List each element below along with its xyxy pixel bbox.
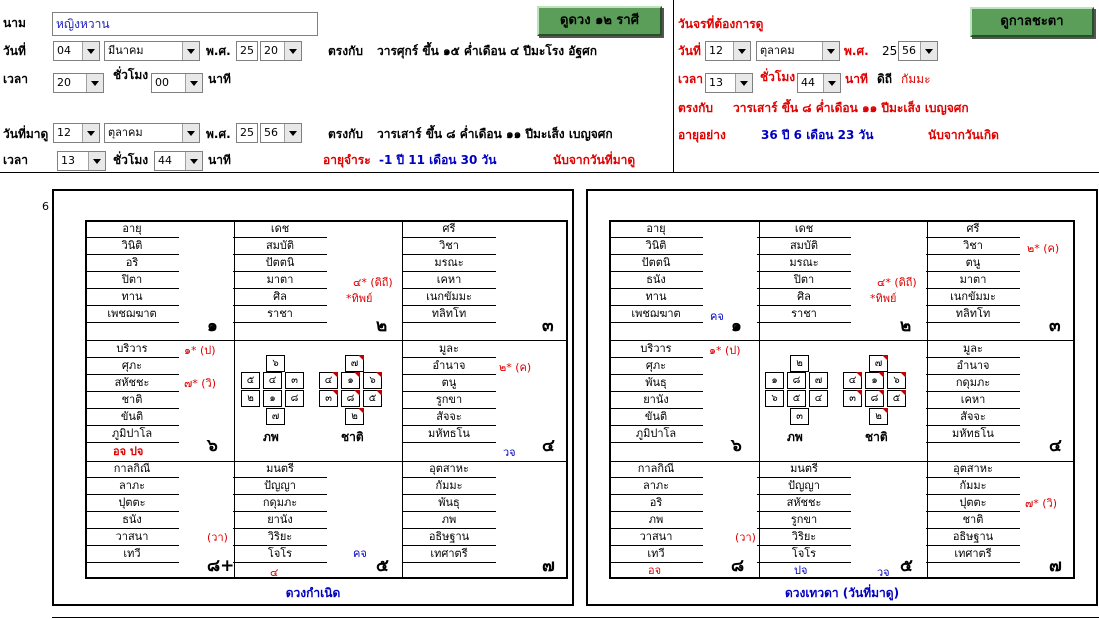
chevron-down-icon xyxy=(182,42,199,60)
house-row-label: อริ xyxy=(609,495,703,512)
house-row-label: ทาน xyxy=(609,289,703,306)
visit-month-select[interactable] xyxy=(104,123,200,143)
transit-minute-value: 44 xyxy=(801,76,815,89)
house-number: ๖ xyxy=(731,436,742,456)
transit-date-label: วันจรที่ต้องการดู xyxy=(678,17,764,31)
birth-minute-select[interactable] xyxy=(151,73,203,93)
house-row-label: ศุภะ xyxy=(85,358,179,375)
birth-match-label: ตรงกับ xyxy=(328,44,363,58)
house-number: ๓ xyxy=(542,316,554,336)
house-number: ๗ xyxy=(1049,556,1062,576)
visit-day-select[interactable] xyxy=(53,123,100,143)
house-row-label: สมบัติ xyxy=(757,238,851,255)
house-row-label: ตนู xyxy=(926,255,1020,272)
house-row-label: วิริยะ xyxy=(233,529,327,546)
house-row-label: พันธุ xyxy=(609,375,703,392)
house-row-label: มหัทธโน xyxy=(402,426,496,443)
house-row-label: ปิตา xyxy=(757,272,851,289)
transit-day-value: 12 xyxy=(709,44,723,57)
house-number: ๘ xyxy=(731,556,745,576)
chevron-down-icon xyxy=(284,124,301,142)
mini-cell: ๘ xyxy=(341,390,360,407)
house-row-label: ปิตา xyxy=(85,272,179,289)
visit-year-a-value: 25 xyxy=(240,126,254,139)
house-row-label: ภูมิปาโล xyxy=(609,426,703,443)
house-row-label: รูกขา xyxy=(402,392,496,409)
jati-label: ชาติ xyxy=(865,430,888,444)
bhava-label: ภพ xyxy=(787,430,803,444)
house-row-label: สมบัติ xyxy=(233,238,327,255)
birth-year-a-value: 25 xyxy=(240,44,254,57)
transit-age-label: อายุอย่าง xyxy=(678,128,726,142)
planet-marker: (วา) xyxy=(207,531,228,544)
house-row-label: เพชฌฆาต xyxy=(609,306,703,323)
chevron-down-icon xyxy=(185,152,202,170)
house-row-label: อายุ xyxy=(609,221,703,238)
house-row-label: ทาน xyxy=(85,289,179,306)
visit-hour-select[interactable] xyxy=(57,151,106,171)
house-row-label: กาลกิณี xyxy=(609,461,703,478)
house-row-label: อธิษฐาน xyxy=(402,529,496,546)
house-row-label: กาลกิณี xyxy=(85,461,179,478)
chevron-down-icon xyxy=(88,152,105,170)
transit-month-value: ตุลาคม xyxy=(760,44,795,57)
house-row-label: เพชฌฆาต xyxy=(85,306,179,323)
house-row-label: อำนาจ xyxy=(402,358,496,375)
birth-minute-label: นาที xyxy=(208,72,231,86)
house-row-label: อำนาจ xyxy=(926,358,1020,375)
mini-cell: ๕ xyxy=(363,390,382,407)
transit-year-a: 25 xyxy=(882,44,898,58)
transit-match-label: ตรงกับ xyxy=(678,101,713,115)
chevron-down-icon xyxy=(82,124,99,142)
chevron-down-icon xyxy=(284,42,301,60)
visit-hour-label: ชั่วโมง xyxy=(113,153,149,167)
house-row-label: ปุตตะ xyxy=(85,495,179,512)
birth-year-a[interactable] xyxy=(236,41,258,61)
chevron-down-icon xyxy=(920,42,937,60)
transit-year-b-value: 56 xyxy=(902,44,916,57)
planet-marker: ๔* (ดิถี) xyxy=(353,276,393,289)
house-number: ๒ xyxy=(900,316,912,336)
birth-hour-label: ชั่วโมง xyxy=(113,68,149,82)
house-row-label: สัจจะ xyxy=(402,409,496,426)
visit-lunar-text: วารเสาร์ ขึ้น ๘ ค่ำเดือน ๑๑ ปีมะเส็ง เบญจศก xyxy=(377,127,613,141)
house-row-label: ยานัง xyxy=(609,392,703,409)
transit-hour-label: ชั่วโมง xyxy=(760,70,796,84)
age-suffix: นับจากวันที่มาดู xyxy=(553,153,636,167)
birth-hour-select[interactable] xyxy=(53,73,104,93)
house-row-label: เทศาตรี xyxy=(926,546,1020,563)
house-number: ๘+ xyxy=(207,556,235,576)
visit-year-b-select[interactable] xyxy=(260,123,302,143)
house-row-label: อริ xyxy=(85,255,179,272)
jati-label: ชาติ xyxy=(341,430,364,444)
house-row-label: ศรี xyxy=(402,221,496,238)
house-row-label: กดุมภะ xyxy=(926,375,1020,392)
planet-marker: ๒* (ค) xyxy=(1027,242,1060,255)
house-row-label: เคหา xyxy=(926,392,1020,409)
house-row-label: กัมมะ xyxy=(402,478,496,495)
house-row-label: ศิล xyxy=(757,289,851,306)
age-label: อายุจำระ xyxy=(323,153,371,167)
view-kala-button[interactable]: ดูกาลชะตา xyxy=(970,7,1094,37)
house-row-label: พันธุ xyxy=(402,495,496,512)
house-row-label: มาตา xyxy=(926,272,1020,289)
mini-cell: ๖ xyxy=(887,372,906,389)
house-row-label: ภูมิปาโล xyxy=(85,426,179,443)
mini-cell: ๒ xyxy=(790,355,809,372)
mini-cell: ๗ xyxy=(345,355,364,372)
planet-marker: อจ ปจ xyxy=(113,445,144,458)
birth-be-label: พ.ศ. xyxy=(206,44,231,58)
birth-chart-caption: ดวงกำเนิด xyxy=(285,586,341,600)
house-number: ๕ xyxy=(376,556,389,576)
mini-cell: ๑ xyxy=(765,372,784,389)
mini-cell: ๔ xyxy=(809,390,828,407)
house-row-label: วิริยะ xyxy=(757,529,851,546)
house-number: ๔ xyxy=(1049,436,1062,456)
name-label: นาม xyxy=(3,16,26,30)
house-row-label: ปัญญา xyxy=(757,478,851,495)
transit-age-suffix: นับจากวันเกิด xyxy=(928,128,999,142)
birth-year-b-select[interactable] xyxy=(260,41,302,61)
planet-marker: ๗* (วิ) xyxy=(184,377,217,390)
planet-marker: (วา) xyxy=(735,531,756,544)
birth-day-select[interactable] xyxy=(53,41,100,61)
mini-cell: ๒ xyxy=(345,408,364,425)
house-row-label: เนกขัมมะ xyxy=(926,289,1020,306)
house-row-label: ปุตตะ xyxy=(926,495,1020,512)
birth-lunar-text: วารศุกร์ ขึ้น ๑๕ ค่ำเดือน ๔ ปีมะโรง อัฐศก xyxy=(377,44,598,58)
house-row-label: ยานัง xyxy=(233,512,327,529)
chevron-down-icon xyxy=(823,74,840,92)
house-row-label: ตนู xyxy=(402,375,496,392)
planet-marker: *ทิพย์ xyxy=(346,292,373,305)
house-number: ๑ xyxy=(731,316,742,336)
mini-cell: ๔ xyxy=(263,372,282,389)
planet-marker: คจ xyxy=(353,547,367,560)
house-row-label: ขันติ xyxy=(85,409,179,426)
visit-hour-value: 13 xyxy=(61,154,75,167)
house-row-label: วิชา xyxy=(926,238,1020,255)
house-row-label: โจโร xyxy=(233,546,327,563)
house-row-label: กดุมภะ xyxy=(233,495,327,512)
house-row-label: สหัชชะ xyxy=(85,375,179,392)
house-row-label: วินิติ xyxy=(609,238,703,255)
mini-cell: ๘ xyxy=(285,390,304,407)
mini-cell: ๑ xyxy=(341,372,360,389)
planet-marker: อจ xyxy=(648,564,662,577)
house-row-label: ภพ xyxy=(609,512,703,529)
transit-minute-select[interactable] xyxy=(797,73,841,93)
transit-day-select[interactable] xyxy=(705,41,751,61)
visit-minute-label: นาที xyxy=(208,153,231,167)
house-row-label: อธิษฐาน xyxy=(926,529,1020,546)
mini-cell: ๗ xyxy=(266,408,285,425)
house-number: ๒ xyxy=(376,316,388,336)
house-row-label: เดช xyxy=(757,221,851,238)
transit-year-b-select[interactable] xyxy=(898,41,938,61)
mini-cell: ๗ xyxy=(809,372,828,389)
mini-cell: ๖ xyxy=(266,355,285,372)
mini-cell: ๗ xyxy=(869,355,888,372)
house-row-label: มนตรี xyxy=(757,461,851,478)
mini-cell: ๓ xyxy=(843,390,862,407)
view-12-houses-button[interactable]: ดูดวง ๑๒ ราศี xyxy=(537,6,662,36)
mini-cell: ๔ xyxy=(319,372,338,389)
house-row-label: ธนัง xyxy=(85,512,179,529)
house-row-label: ภพ xyxy=(402,512,496,529)
transit-kammaa: กัมมะ xyxy=(901,72,931,86)
house-number: ๑ xyxy=(207,316,218,336)
house-number: ๗ xyxy=(542,556,555,576)
transit-month-select[interactable] xyxy=(756,41,840,61)
mini-cell: ๕ xyxy=(887,390,906,407)
house-row-label: เทวี xyxy=(85,546,179,563)
planet-marker: ๗* (วิ) xyxy=(1025,497,1058,510)
transit-time-label: เวลา xyxy=(678,72,703,86)
house-row-label: โจโร xyxy=(757,546,851,563)
house-row-label: วิชา xyxy=(402,238,496,255)
house-number: ๔ xyxy=(542,436,555,456)
birth-month-select[interactable] xyxy=(104,41,200,61)
house-row-label: อุตสาหะ xyxy=(926,461,1020,478)
birth-year-b-value: 20 xyxy=(264,44,278,57)
mini-cell: ๖ xyxy=(363,372,382,389)
house-number: ๕ xyxy=(900,556,913,576)
mini-cell: ๑ xyxy=(865,372,884,389)
house-row-label: สัจจะ xyxy=(926,409,1020,426)
house-row-label: ทลิทโท xyxy=(402,306,496,323)
planet-marker: คจ xyxy=(710,310,724,323)
house-row-label: วาสนา xyxy=(85,529,179,546)
house-row-label: วินิติ xyxy=(85,238,179,255)
house-row-label: มาตา xyxy=(233,272,327,289)
house-row-label: ศิล xyxy=(233,289,327,306)
house-row-label: ปัตตนิ xyxy=(609,255,703,272)
page-index: 6 xyxy=(42,200,49,213)
house-row-label: มูละ xyxy=(402,341,496,358)
visit-minute-select[interactable] xyxy=(154,151,203,171)
age-value: -1 ปี 11 เดือน 30 วัน xyxy=(379,153,497,167)
mini-cell: ๓ xyxy=(319,390,338,407)
house-row-label: ลาภะ xyxy=(85,478,179,495)
house-row-label: ชาติ xyxy=(926,512,1020,529)
transit-chart-caption: ดวงเทวดา (วันที่มาดู) xyxy=(784,586,900,600)
chevron-down-icon xyxy=(735,74,752,92)
house-row-label: เคหา xyxy=(402,272,496,289)
transit-hour-value: 13 xyxy=(709,76,723,89)
house-row-label: บริวาร xyxy=(609,341,703,358)
house-row-label: เทวี xyxy=(609,546,703,563)
planet-marker: ๑* (ป) xyxy=(184,344,216,357)
visit-day-label: วันที่มาดู xyxy=(3,127,49,141)
bhava-label: ภพ xyxy=(263,430,279,444)
house-row-label: มนตรี xyxy=(233,461,327,478)
planet-marker: ปจ xyxy=(794,564,808,577)
birth-time-label: เวลา xyxy=(3,72,28,86)
house-row-label: เดช xyxy=(233,221,327,238)
mini-cell: ๒ xyxy=(241,390,260,407)
mini-cell: ๕ xyxy=(787,390,806,407)
transit-hour-select[interactable] xyxy=(705,73,753,93)
mini-cell: ๑ xyxy=(263,390,282,407)
house-row-label: ปัตตนิ xyxy=(233,255,327,272)
chevron-down-icon xyxy=(733,42,750,60)
house-row-label: ศุภะ xyxy=(609,358,703,375)
house-row-label: มหัทธโน xyxy=(926,426,1020,443)
house-row-label: อุตสาหะ xyxy=(402,461,496,478)
visit-year-a[interactable] xyxy=(236,123,258,143)
mini-cell: ๔ xyxy=(843,372,862,389)
house-row-label: ราชา xyxy=(233,306,327,323)
house-row-label: ขันติ xyxy=(609,409,703,426)
visit-time-label: เวลา xyxy=(3,153,28,167)
birth-minute-value: 00 xyxy=(155,76,169,89)
house-row-label: อายุ xyxy=(85,221,179,238)
mini-cell: ๘ xyxy=(865,390,884,407)
house-row-label: ศรี xyxy=(926,221,1020,238)
house-row-label: มรณะ xyxy=(757,255,851,272)
birth-day-label: วันที่ xyxy=(3,44,26,58)
chevron-down-icon xyxy=(185,74,202,92)
house-row-label: ราชา xyxy=(757,306,851,323)
visit-minute-value: 44 xyxy=(158,154,172,167)
planet-marker: ๔ xyxy=(270,566,279,579)
house-row-label: ลาภะ xyxy=(609,478,703,495)
mini-cell: ๖ xyxy=(765,390,784,407)
chevron-down-icon xyxy=(822,42,839,60)
planet-marker: ๔* (ดิถี) xyxy=(877,276,917,289)
house-row-label: มูละ xyxy=(926,341,1020,358)
transit-lunar-text: วารเสาร์ ขึ้น ๘ ค่ำเดือน ๑๑ ปีมะเส็ง เบญจศก xyxy=(733,101,969,115)
planet-marker: ๒* (ค) xyxy=(499,361,532,374)
house-row-label: สหัชชะ xyxy=(757,495,851,512)
house-row-label: เทศาตรี xyxy=(402,546,496,563)
house-row-label: ธนัง xyxy=(609,272,703,289)
planet-marker: วจ xyxy=(503,446,516,459)
transit-be-label: พ.ศ. xyxy=(844,44,869,58)
mini-cell: ๓ xyxy=(285,372,304,389)
mini-cell: ๕ xyxy=(241,372,260,389)
mini-cell: ๘ xyxy=(787,372,806,389)
birth-day-value: 04 xyxy=(57,44,71,57)
visit-day-value: 12 xyxy=(57,126,71,139)
house-number: ๓ xyxy=(1049,316,1061,336)
chevron-down-icon xyxy=(82,42,99,60)
transit-day-label: วันที่ xyxy=(678,44,701,58)
visit-month-value: ตุลาคม xyxy=(108,126,143,139)
transit-minute-label: นาที xyxy=(845,72,868,86)
visit-be-label: พ.ศ. xyxy=(206,127,231,141)
house-row-label: มรณะ xyxy=(402,255,496,272)
house-row-label: รูกขา xyxy=(757,512,851,529)
planet-marker: *ทิพย์ xyxy=(870,292,897,305)
transit-age-value: 36 ปี 6 เดือน 23 วัน xyxy=(761,128,874,142)
house-row-label: เนกขัมมะ xyxy=(402,289,496,306)
mini-cell: ๓ xyxy=(790,408,809,425)
transit-dithi-label: ดิถี xyxy=(877,72,893,86)
chevron-down-icon xyxy=(86,74,103,92)
planet-marker: ๑* (ป) xyxy=(709,344,741,357)
visit-match-label: ตรงกับ xyxy=(328,127,363,141)
house-row-label: ปัญญา xyxy=(233,478,327,495)
house-row-label: ชาติ xyxy=(85,392,179,409)
house-number: ๖ xyxy=(207,436,218,456)
mini-cell: ๒ xyxy=(869,408,888,425)
name-input[interactable]: หญิงหวาน xyxy=(52,12,318,36)
planet-marker: วจ xyxy=(877,566,890,579)
birth-month-value: มีนาคม xyxy=(108,44,144,57)
house-row-label: วาสนา xyxy=(609,529,703,546)
house-row-label: บริวาร xyxy=(85,341,179,358)
visit-year-b-value: 56 xyxy=(264,126,278,139)
chevron-down-icon xyxy=(182,124,199,142)
house-row-label: ทลิทโท xyxy=(926,306,1020,323)
house-row-label: กัมมะ xyxy=(926,478,1020,495)
birth-hour-value: 20 xyxy=(57,76,71,89)
